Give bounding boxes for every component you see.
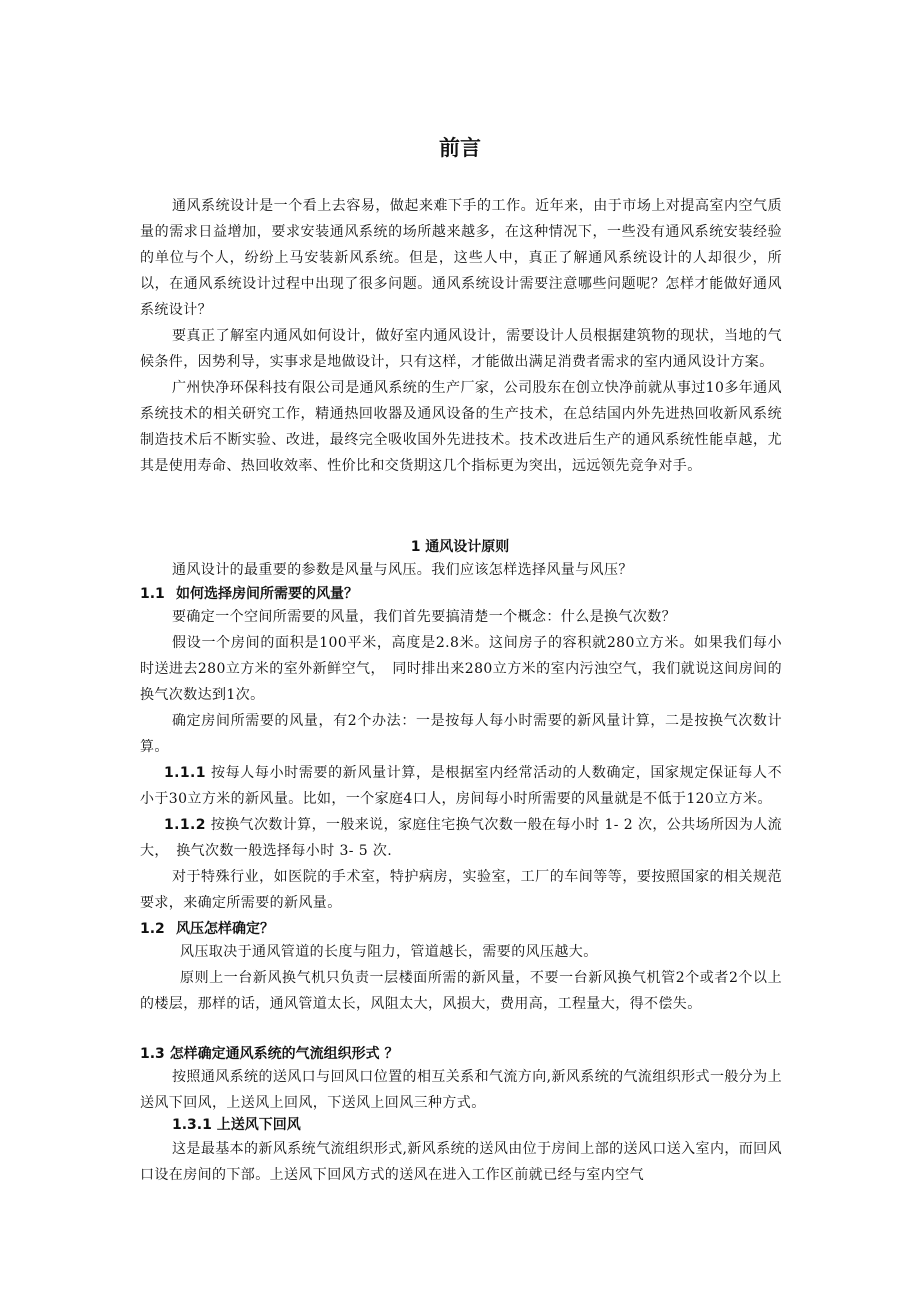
- text-1-1-2: 按换气次数计算，一般来说，家庭住宅换气次数一般在每小时 1- 2 次，公共场所因为人流大， 换气次数一般选择每小时 3- 5 次.: [140, 817, 782, 859]
- section-1-2-body: [140, 939, 782, 1017]
- section-1-lead: 通风设计的最重要的参数是风量与风压。我们应该怎样选择风量与风压？: [172, 562, 633, 578]
- paragraph-1-1-closing: 对于特殊行业，如医院的手术室，特护病房，实验室，工厂的车间等等，要按照国家的相关规范要求，来确定所需要的新风量。: [140, 869, 782, 911]
- heading-1-3-number: 1.3: [140, 1046, 165, 1062]
- intro-paragraph-2: 要真正了解室内通风如何设计，做好室内通风设计，需要设计人员根据建筑物的现状，当地的气候条件，因势利导，实事求是地做设计，只有这样，才能做出满足消费者需求的室内通风设计方案。: [140, 328, 782, 370]
- paragraph-1-1-1: [140, 760, 782, 812]
- heading-1-1-1-number: 1.1.1: [164, 765, 206, 781]
- paragraph-1-3-1: 这是最基本的新风系统气流组织形式,新风系统的送风由位于房间上部的送风口送入室内，而回风口设在房间的下部。上送风下回风方式的送风在进入工作区前就已经与室内空气: [140, 1141, 782, 1183]
- heading-1-2-title: 风压怎样确定？: [176, 921, 274, 937]
- heading-1-1-number: 1.1: [140, 586, 165, 602]
- intro-paragraph-1: 通风系统设计是一个看上去容易，做起来难下手的工作。近年来，由于市场上对提高室内空气质量的需求日益增加，要求安装通风系统的场所越来越多，在这种情况下，一些没有通风系统安装经验的单位与个人，纷纷上马安装新风系统。但是，这些人中，真正了解通风系统设计的人却很少，所以，在通风系统设计过程中出现了很多问题。通风系统设计需要注意哪些问题呢？怎样才能做好通风系统设计？: [140, 198, 782, 318]
- paragraph-1-1-b: 假设一个房间的面积是100平米，高度是2.8米。这间房子的容积就280立方米。如果我们每小时送进去280立方米的室外新鲜空气， 同时排出来280立方米的室内污浊空气，我们就说这间房间的换气次数达到1次。: [140, 635, 782, 703]
- page-title: 前言: [439, 136, 481, 160]
- section-1-3-body: [140, 1064, 782, 1116]
- heading-1-1-2-number: 1.1.2: [164, 817, 206, 833]
- section-1-heading: 1 通风设计原则: [410, 539, 510, 555]
- heading-1-3-1-number: 1.3.1: [172, 1117, 212, 1133]
- intro-paragraph-3: 广州快净环保科技有限公司是通风系统的生产厂家，公司股东在创立快净前就从事过10多年通风系统技术的相关研究工作，精通热回收器及通风设备的生产技术，在总结国内外先进热回收新风系统制造技术后不断实验、改进，最终完全吸收国外先进技术。技术改进后生产的通风系统性能卓越，尤其是使用寿命、热回收效率、性价比和交货期这几个指标更为突出，远远领先竞争对手。: [140, 380, 782, 474]
- intro-section: [140, 193, 782, 479]
- paragraph-1-1-c: 确定房间所需要的风量，有2个办法：一是按每人每小时需要的新风量计算，二是按换气次数计算。: [140, 713, 782, 755]
- paragraph-1-1-a: 要确定一个空间所需要的风量，我们首先要搞清楚一个概念：什么是换气次数？: [172, 609, 676, 625]
- paragraph-1-2-b: 原则上一台新风换气机只负责一层楼面所需的新风量，不要一台新风换气机管2个或者2个以上的楼层，那样的话，通风管道太长，风阻太大，风损大，费用高，工程量大，得不偿失。: [140, 970, 782, 1012]
- paragraph-1-3: 按照通风系统的送风口与回风口位置的相互关系和气流方向,新风系统的气流组织形式一般分为上送风下回风，上送风上回风，下送风上回风三种方式。: [140, 1069, 782, 1111]
- section-1-1-body: [140, 604, 782, 916]
- heading-1-3-1: [172, 1112, 301, 1138]
- heading-1-3-title: 怎样确定通风系统的气流组织形式 ？: [169, 1046, 399, 1062]
- heading-1-3-1-title: 上送风下回风: [216, 1117, 301, 1133]
- heading-1-2-number: 1.2: [140, 921, 165, 937]
- section-1-3-1-body: [140, 1136, 782, 1188]
- paragraph-1-1-2: [140, 812, 782, 864]
- text-1-1-1: 按每人每小时需要的新风量计算，是根据室内经常活动的人数确定，国家规定保证每人不小于30立方米的新风量。比如，一个家庭4口人，房间每小时所需要的风量就是不低于120立方米。: [140, 765, 782, 807]
- paragraph-1-2-a: 风压取决于通风管道的长度与阻力，管道越长，需要的风压越大。: [180, 944, 598, 960]
- section-1-lead-block: [140, 557, 782, 583]
- heading-1-1-title: 如何选择房间所需要的风量？: [176, 586, 358, 602]
